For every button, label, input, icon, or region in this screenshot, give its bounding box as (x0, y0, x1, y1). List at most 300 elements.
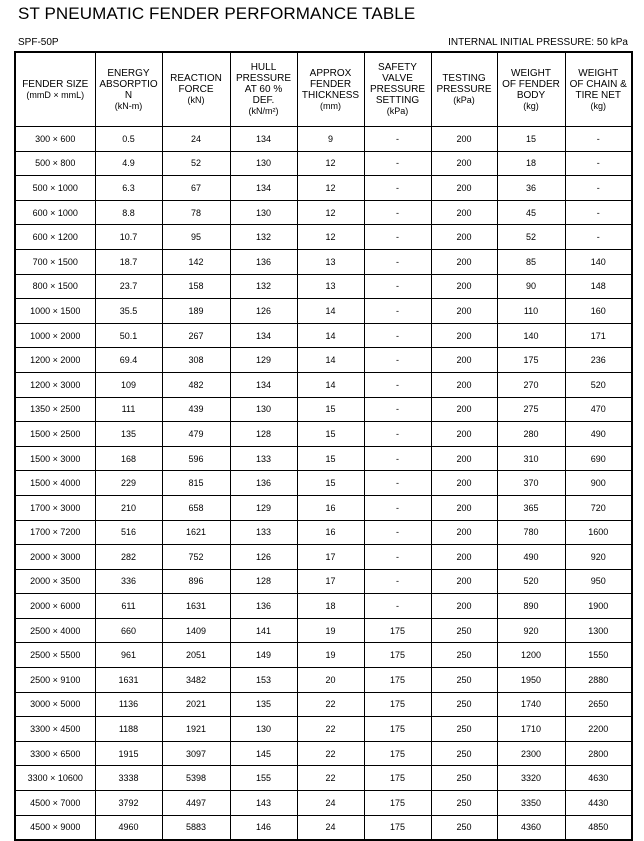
table-row (15, 323, 632, 348)
table-cell: 660 (95, 618, 162, 643)
column-header (95, 52, 162, 127)
table-cell: 14 (297, 372, 364, 397)
table-cell: 12 (297, 200, 364, 225)
table-cell: 2500 × 4000 (15, 618, 95, 643)
table-cell: 140 (565, 249, 632, 274)
table-cell: - (364, 225, 431, 250)
table-cell: 90 (497, 274, 565, 299)
table-cell: 1600 (565, 520, 632, 545)
table-cell: 146 (230, 815, 297, 840)
table-cell: 35.5 (95, 299, 162, 324)
table-cell: 130 (230, 397, 297, 422)
table-cell: 520 (565, 372, 632, 397)
table-cell: 3300 × 10600 (15, 766, 95, 791)
table-cell: 3350 (497, 791, 565, 816)
table-cell: 129 (230, 495, 297, 520)
table-cell: 2000 × 6000 (15, 594, 95, 619)
table-cell: - (364, 569, 431, 594)
table-cell: 1500 × 2500 (15, 422, 95, 447)
table-cell: - (364, 299, 431, 324)
table-cell: 149 (230, 643, 297, 668)
table-cell: 134 (230, 323, 297, 348)
table-cell: 133 (230, 520, 297, 545)
table-cell: 2200 (565, 717, 632, 742)
table-cell: - (364, 471, 431, 496)
table-cell: 15 (297, 471, 364, 496)
table-row (15, 594, 632, 619)
table-cell: 1136 (95, 692, 162, 717)
table-cell: 134 (230, 127, 297, 152)
table-cell: 1921 (162, 717, 230, 742)
table-cell: 111 (95, 397, 162, 422)
table-cell: 815 (162, 471, 230, 496)
table-cell: 140 (497, 323, 565, 348)
table-cell: 200 (431, 422, 497, 447)
table-cell: 16 (297, 495, 364, 520)
table-cell: 4.9 (95, 151, 162, 176)
table-cell: 130 (230, 151, 297, 176)
table-cell: 500 × 800 (15, 151, 95, 176)
table-cell: 1188 (95, 717, 162, 742)
table-cell: 23.7 (95, 274, 162, 299)
table-cell: 130 (230, 200, 297, 225)
table-cell: 67 (162, 176, 230, 201)
table-cell: 900 (565, 471, 632, 496)
table-cell: 132 (230, 225, 297, 250)
table-cell: 12 (297, 151, 364, 176)
table-row (15, 643, 632, 668)
table-cell: 175 (364, 668, 431, 693)
table-cell: 600 × 1200 (15, 225, 95, 250)
table-cell: 275 (497, 397, 565, 422)
table-cell: 16 (297, 520, 364, 545)
table-cell: 200 (431, 323, 497, 348)
table-cell: 15 (297, 397, 364, 422)
performance-table (14, 51, 633, 841)
table-cell: 175 (497, 348, 565, 373)
table-cell: 250 (431, 717, 497, 742)
table-row (15, 446, 632, 471)
table-cell: 200 (431, 200, 497, 225)
table-cell: 1300 (565, 618, 632, 643)
table-row (15, 741, 632, 766)
table-cell: 145 (230, 741, 297, 766)
column-header (297, 52, 364, 127)
table-cell: 126 (230, 299, 297, 324)
table-cell: 126 (230, 545, 297, 570)
table-cell: 2000 × 3000 (15, 545, 95, 570)
table-cell: 267 (162, 323, 230, 348)
table-cell: 3338 (95, 766, 162, 791)
table-cell: 10.7 (95, 225, 162, 250)
table-cell: 17 (297, 569, 364, 594)
column-header-line: FENDER SIZE (22, 78, 89, 90)
table-cell: 896 (162, 569, 230, 594)
column-header (15, 52, 95, 127)
table-cell: 24 (297, 791, 364, 816)
table-cell: 175 (364, 643, 431, 668)
column-header (565, 52, 632, 127)
table-cell: 22 (297, 717, 364, 742)
column-header-line: FORCE (178, 84, 214, 95)
table-cell: 800 × 1500 (15, 274, 95, 299)
table-row (15, 200, 632, 225)
table-cell: 250 (431, 668, 497, 693)
column-header (431, 52, 497, 127)
table-cell: 135 (230, 692, 297, 717)
table-cell: 3300 × 6500 (15, 741, 95, 766)
table-body (15, 127, 632, 841)
table-cell: 9 (297, 127, 364, 152)
table-cell: 19 (297, 618, 364, 643)
table-cell: 1900 (565, 594, 632, 619)
table-cell: 69.4 (95, 348, 162, 373)
column-header-line: SETTING (375, 95, 420, 106)
table-cell: 4360 (497, 815, 565, 840)
table-cell: - (364, 545, 431, 570)
table-row (15, 151, 632, 176)
table-cell: 52 (497, 225, 565, 250)
table-cell: 4500 × 9000 (15, 815, 95, 840)
table-cell: 250 (431, 643, 497, 668)
table-cell: - (565, 176, 632, 201)
column-header-line: OF CHAIN & (569, 78, 627, 90)
table-cell: 2000 × 3500 (15, 569, 95, 594)
table-cell: 160 (565, 299, 632, 324)
table-row (15, 372, 632, 397)
table-cell: 920 (497, 618, 565, 643)
table-cell: 3300 × 4500 (15, 717, 95, 742)
table-cell: 200 (431, 372, 497, 397)
table-cell: 250 (431, 692, 497, 717)
table-cell: 19 (297, 643, 364, 668)
column-header-line: N (124, 89, 133, 101)
table-row (15, 348, 632, 373)
table-cell: 134 (230, 372, 297, 397)
table-cell: 175 (364, 618, 431, 643)
table-cell: 1200 (497, 643, 565, 668)
table-cell: 200 (431, 545, 497, 570)
table-cell: 200 (431, 471, 497, 496)
table-cell: 308 (162, 348, 230, 373)
table-cell: 1350 × 2500 (15, 397, 95, 422)
table-cell: 175 (364, 692, 431, 717)
column-header-line: THICKNESS (301, 89, 360, 101)
table-cell: 1950 (497, 668, 565, 693)
table-cell: 85 (497, 249, 565, 274)
column-header-line: PRESSURE (436, 84, 492, 95)
table-cell: 148 (565, 274, 632, 299)
table-cell: 18 (297, 594, 364, 619)
table-cell: 2880 (565, 668, 632, 693)
table-cell: 158 (162, 274, 230, 299)
table-cell: 4500 × 7000 (15, 791, 95, 816)
table-cell: 2650 (565, 692, 632, 717)
table-cell: 2500 × 9100 (15, 668, 95, 693)
table-cell: 15 (497, 127, 565, 152)
table-cell: 890 (497, 594, 565, 619)
table-cell: 1500 × 3000 (15, 446, 95, 471)
table-cell: 658 (162, 495, 230, 520)
column-unit: (kg) (590, 100, 606, 111)
table-row (15, 225, 632, 250)
table-cell: 153 (230, 668, 297, 693)
table-cell: 700 × 1500 (15, 249, 95, 274)
table-cell: 200 (431, 594, 497, 619)
table-cell: 4850 (565, 815, 632, 840)
table-cell: 136 (230, 249, 297, 274)
table-cell: 50.1 (95, 323, 162, 348)
table-cell: 720 (565, 495, 632, 520)
table-cell: - (364, 594, 431, 619)
table-cell: 175 (364, 766, 431, 791)
column-header (230, 52, 297, 127)
table-cell: 14 (297, 348, 364, 373)
column-unit: (mmD × mmL) (26, 89, 85, 100)
table-cell: 1631 (95, 668, 162, 693)
table-cell: 2300 (497, 741, 565, 766)
table-cell: 520 (497, 569, 565, 594)
table-cell: 78 (162, 200, 230, 225)
table-cell: 500 × 1000 (15, 176, 95, 201)
table-cell: - (364, 127, 431, 152)
table-cell: 24 (297, 815, 364, 840)
table-row (15, 299, 632, 324)
page-title: ST PNEUMATIC FENDER PERFORMANCE TABLE (18, 4, 416, 23)
table-cell: 17 (297, 545, 364, 570)
column-unit: (mm) (320, 100, 341, 111)
table-cell: 270 (497, 372, 565, 397)
table-cell: 3000 × 5000 (15, 692, 95, 717)
table-cell: 4497 (162, 791, 230, 816)
table-header-row (15, 52, 632, 127)
table-cell: 210 (95, 495, 162, 520)
table-cell: 200 (431, 225, 497, 250)
internal-pressure-label: INTERNAL INITIAL PRESSURE: 50 kPa (448, 37, 628, 48)
table-row (15, 127, 632, 152)
table-cell: 22 (297, 766, 364, 791)
column-header-line: BODY (516, 89, 546, 101)
table-cell: 780 (497, 520, 565, 545)
table-cell: - (364, 323, 431, 348)
column-header-line: PRESSURE (369, 84, 425, 95)
model-label: SPF-50P (18, 37, 59, 48)
table-cell: 2500 × 5500 (15, 643, 95, 668)
table-cell: - (364, 249, 431, 274)
column-header (364, 52, 431, 127)
table-cell: 4430 (565, 791, 632, 816)
column-unit: (kN/m²) (248, 106, 279, 116)
table-cell: 45 (497, 200, 565, 225)
column-header-line: TESTING (442, 73, 486, 84)
table-cell: - (364, 151, 431, 176)
column-header-line: PRESSURE (235, 73, 291, 84)
table-cell: 1710 (497, 717, 565, 742)
table-row (15, 274, 632, 299)
table-cell: - (565, 127, 632, 152)
table-cell: 690 (565, 446, 632, 471)
table-cell: 1740 (497, 692, 565, 717)
table-cell: 2051 (162, 643, 230, 668)
column-unit: (kN-m) (114, 100, 143, 111)
table-cell: - (364, 520, 431, 545)
table-cell: 14 (297, 299, 364, 324)
column-header (497, 52, 565, 127)
table-cell: 155 (230, 766, 297, 791)
table-cell: 1409 (162, 618, 230, 643)
table-cell: 142 (162, 249, 230, 274)
table-row (15, 495, 632, 520)
table-row (15, 176, 632, 201)
table-row (15, 668, 632, 693)
table-cell: - (364, 446, 431, 471)
table-cell: 133 (230, 446, 297, 471)
table-cell: 14 (297, 323, 364, 348)
table-cell: 141 (230, 618, 297, 643)
column-unit: (kN) (187, 95, 205, 105)
table-cell: 0.5 (95, 127, 162, 152)
table-cell: 2021 (162, 692, 230, 717)
table-row (15, 766, 632, 791)
table-cell: 516 (95, 520, 162, 545)
column-unit: (kPa) (453, 95, 475, 105)
table-cell: - (364, 397, 431, 422)
table-cell: 128 (230, 422, 297, 447)
table-cell: 5883 (162, 815, 230, 840)
table-cell: 250 (431, 791, 497, 816)
table-cell: - (364, 274, 431, 299)
table-cell: 490 (565, 422, 632, 447)
table-cell: 168 (95, 446, 162, 471)
table-cell: 200 (431, 151, 497, 176)
table-cell: 200 (431, 249, 497, 274)
table-cell: 250 (431, 618, 497, 643)
table-cell: 1700 × 7200 (15, 520, 95, 545)
table-cell: 18 (497, 151, 565, 176)
table-cell: 200 (431, 495, 497, 520)
table-cell: 300 × 600 (15, 127, 95, 152)
column-header-line: TIRE NET (575, 89, 622, 101)
table-cell: 1200 × 2000 (15, 348, 95, 373)
table-cell: 200 (431, 569, 497, 594)
table-cell: 1500 × 4000 (15, 471, 95, 496)
column-header-line: WEIGHT (578, 67, 619, 79)
table-cell: 175 (364, 815, 431, 840)
table-cell: 15 (297, 446, 364, 471)
table-cell: 950 (565, 569, 632, 594)
table-cell: 175 (364, 717, 431, 742)
table-cell: 5398 (162, 766, 230, 791)
table-cell: 3320 (497, 766, 565, 791)
table-cell: 13 (297, 249, 364, 274)
table-cell: 282 (95, 545, 162, 570)
table-cell: 189 (162, 299, 230, 324)
table-cell: 18.7 (95, 249, 162, 274)
table-cell: 12 (297, 176, 364, 201)
table-row (15, 422, 632, 447)
column-unit: (kg) (523, 100, 539, 111)
table-row (15, 717, 632, 742)
table-cell: 596 (162, 446, 230, 471)
table-cell: 13 (297, 274, 364, 299)
table-cell: 134 (230, 176, 297, 201)
table-row (15, 545, 632, 570)
table-cell: - (364, 372, 431, 397)
table-row (15, 520, 632, 545)
table-cell: 3792 (95, 791, 162, 816)
table-cell: 24 (162, 127, 230, 152)
table-cell: 175 (364, 791, 431, 816)
table-cell: - (565, 151, 632, 176)
table-row (15, 397, 632, 422)
column-header-line: AT 60 % (244, 84, 283, 95)
table-cell: - (364, 422, 431, 447)
column-header-line: WEIGHT (511, 67, 551, 79)
table-cell: 200 (431, 397, 497, 422)
table-cell: 1631 (162, 594, 230, 619)
table-cell: 250 (431, 766, 497, 791)
table-cell: 109 (95, 372, 162, 397)
table-cell: 200 (431, 274, 497, 299)
table-cell: 95 (162, 225, 230, 250)
table-cell: 370 (497, 471, 565, 496)
table-cell: 200 (431, 446, 497, 471)
table-cell: 200 (431, 127, 497, 152)
table-cell: 280 (497, 422, 565, 447)
table-cell: 15 (297, 422, 364, 447)
table-cell: 20 (297, 668, 364, 693)
table-cell: 135 (95, 422, 162, 447)
table-cell: 1550 (565, 643, 632, 668)
column-header-line: OF FENDER (502, 78, 560, 90)
table-cell: 3097 (162, 741, 230, 766)
table-cell: 130 (230, 717, 297, 742)
table-cell: 136 (230, 594, 297, 619)
column-header-line: VALVE (382, 73, 413, 84)
column-unit: (kPa) (386, 106, 409, 116)
table-cell: 470 (565, 397, 632, 422)
table-cell: 143 (230, 791, 297, 816)
table-cell: - (364, 348, 431, 373)
table-cell: 4630 (565, 766, 632, 791)
table-cell: 1915 (95, 741, 162, 766)
table-cell: 1200 × 3000 (15, 372, 95, 397)
column-header-line: APPROX (309, 67, 352, 79)
column-header-line: DEF. (252, 95, 275, 106)
column-header (162, 52, 230, 127)
table-cell: 12 (297, 225, 364, 250)
table-cell: 128 (230, 569, 297, 594)
table-cell: 200 (431, 176, 497, 201)
table-cell: 439 (162, 397, 230, 422)
table-cell: - (565, 225, 632, 250)
table-row (15, 791, 632, 816)
table-cell: - (364, 495, 431, 520)
table-cell: 4960 (95, 815, 162, 840)
table-cell: 110 (497, 299, 565, 324)
table-cell: 1621 (162, 520, 230, 545)
table-cell: - (565, 200, 632, 225)
table-row (15, 815, 632, 840)
table-cell: 752 (162, 545, 230, 570)
table-cell: 1700 × 3000 (15, 495, 95, 520)
table-cell: 175 (364, 741, 431, 766)
table-cell: 200 (431, 520, 497, 545)
table-cell: 250 (431, 815, 497, 840)
table-cell: 961 (95, 643, 162, 668)
table-cell: 2800 (565, 741, 632, 766)
table-cell: 200 (431, 299, 497, 324)
